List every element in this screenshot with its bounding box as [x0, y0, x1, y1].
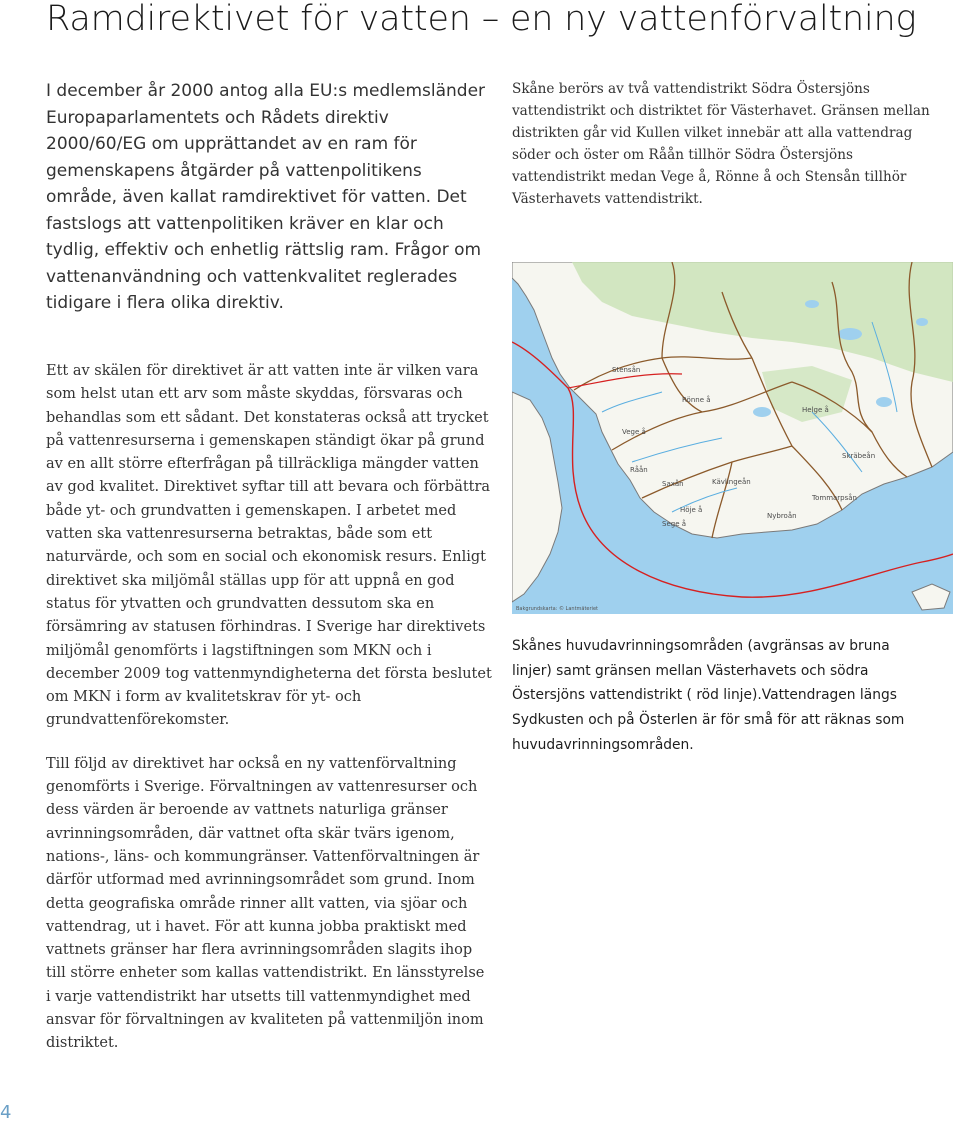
body-paragraph: Till följd av direktivet har också en ny vattenförvaltning genomförts i Sverige. Förvaltningen av vattenresurser och dess värden är beroende av vattnets naturliga gränser avrinningsområden, där vattnet ofta skär tvärs igenom, nations-, läns- och kommungränser. Vattenförvaltningen är därför utformad med avrinningsområdet som grund. Inom detta geografiska område rinner allt vatten, via sjöar och vattendrag, ut i havet. För att kunna jobba praktiskt med vattnets gränser har flera avrinningsområden slagits ihop till större enheter som kallas vattendistrikt. En länsstyrelse i varje vattendistrikt har utsetts till vattenmyndighet med ansvar för förvaltningen av kvaliteten på vattenmiljön inom distriktet.	[46, 755, 485, 1052]
map-label: Vege å	[622, 428, 646, 436]
map-label: Höje å	[680, 506, 703, 514]
map-lake	[876, 397, 892, 407]
map-label: Skräbeån	[842, 452, 876, 460]
map-label: Nybroån	[767, 512, 797, 520]
map-lake	[753, 407, 771, 417]
body-left-column	[46, 360, 492, 1056]
page-number: 4	[0, 1102, 12, 1123]
map-island	[912, 584, 950, 610]
map-caption: Skånes huvudavrinningsområden (avgränsas av bruna linjer) samt gränsen mellan Västerhavets och södra Östersjöns vattendistrikt ( röd linje).Vattendragen längs Sydkusten och på Österlen är för små för att räknas som huvudavrinningsområden.	[512, 638, 905, 753]
map-label: Rönne å	[682, 396, 711, 404]
map-label: Kävlingeån	[712, 478, 751, 486]
page-title: Ramdirektivet för vatten – en ny vattenförvaltning	[46, 0, 917, 39]
map-lake	[805, 300, 819, 308]
map-label: Råån	[630, 466, 648, 474]
body-right-paragraph: Skåne berörs av två vattendistrikt Södra Östersjöns vattendistrikt och distriktet för Västerhavet. Gränsen mellan distrikten går vid Kullen vilket innebär att alla vattendrag söder och öster om Råån tillhör Södra Östersjöns vattendistrikt medan Vege å, Rönne å och Stensån tillhör Västerhavets vattendistrikt.	[512, 81, 930, 207]
skane-map	[512, 262, 953, 614]
map-label: Helge å	[802, 406, 829, 414]
map-label: Sege å	[662, 520, 687, 528]
map-label: Tommarpsån	[812, 494, 857, 502]
map-lake	[838, 328, 862, 340]
map-denmark	[512, 392, 562, 602]
body-paragraph: Ett av skälen för direktivet är att vatten inte är vilken vara som helst utan ett arv som måste skyddas, försvaras och behandlas som ett sådant. Det konstateras också att trycket på vattenresurserna i gemenskapen ständigt ökar på grund av en allt större efterfrågan på tillräckliga mängder vatten av god kvalitet. Direktivet syftar till att bevara och förbättra både yt- och grundvatten i gemenskapen. I arbetet med vatten ska vattenresurserna betraktas, både som ett naturvärde, och som en social och ekonomisk resurs. Enligt direktivet ska miljömål ställas upp för att uppnå en god status för ytvatten och grundvatten dessutom ska en försämring av statusen förhindras. I Sverige har direktivets miljömål genomförts i lagstiftningen som MKN och i december 2009 tog vattenmyndigheterna det första beslutet om MKN i form av kvalitetskrav för yt- och grundvattenförekomster.	[46, 363, 492, 729]
map-label: Stensån	[612, 366, 641, 374]
map-figure	[512, 262, 953, 614]
map-copyright: Bakgrundskarta: © Lantmäteriet	[516, 606, 598, 612]
lead-paragraph: I december år 2000 antog alla EU:s medlemsländer Europaparlamentets och Rådets direktiv 2000/60/EG om upprättandet av en ram för gemenskapens åtgärder på vattenpolitikens område, även kallat ramdirektivet för vatten. Det fastslogs att vattenpolitiken kräver en klar och tydlig, effektiv och enhetlig rättslig ram. Frågor om vattenanvändning och vattenkvalitet reglerades tidigare i flera olika direktiv.	[46, 81, 486, 313]
map-lake	[916, 318, 928, 326]
map-label: Saxån	[662, 480, 684, 488]
